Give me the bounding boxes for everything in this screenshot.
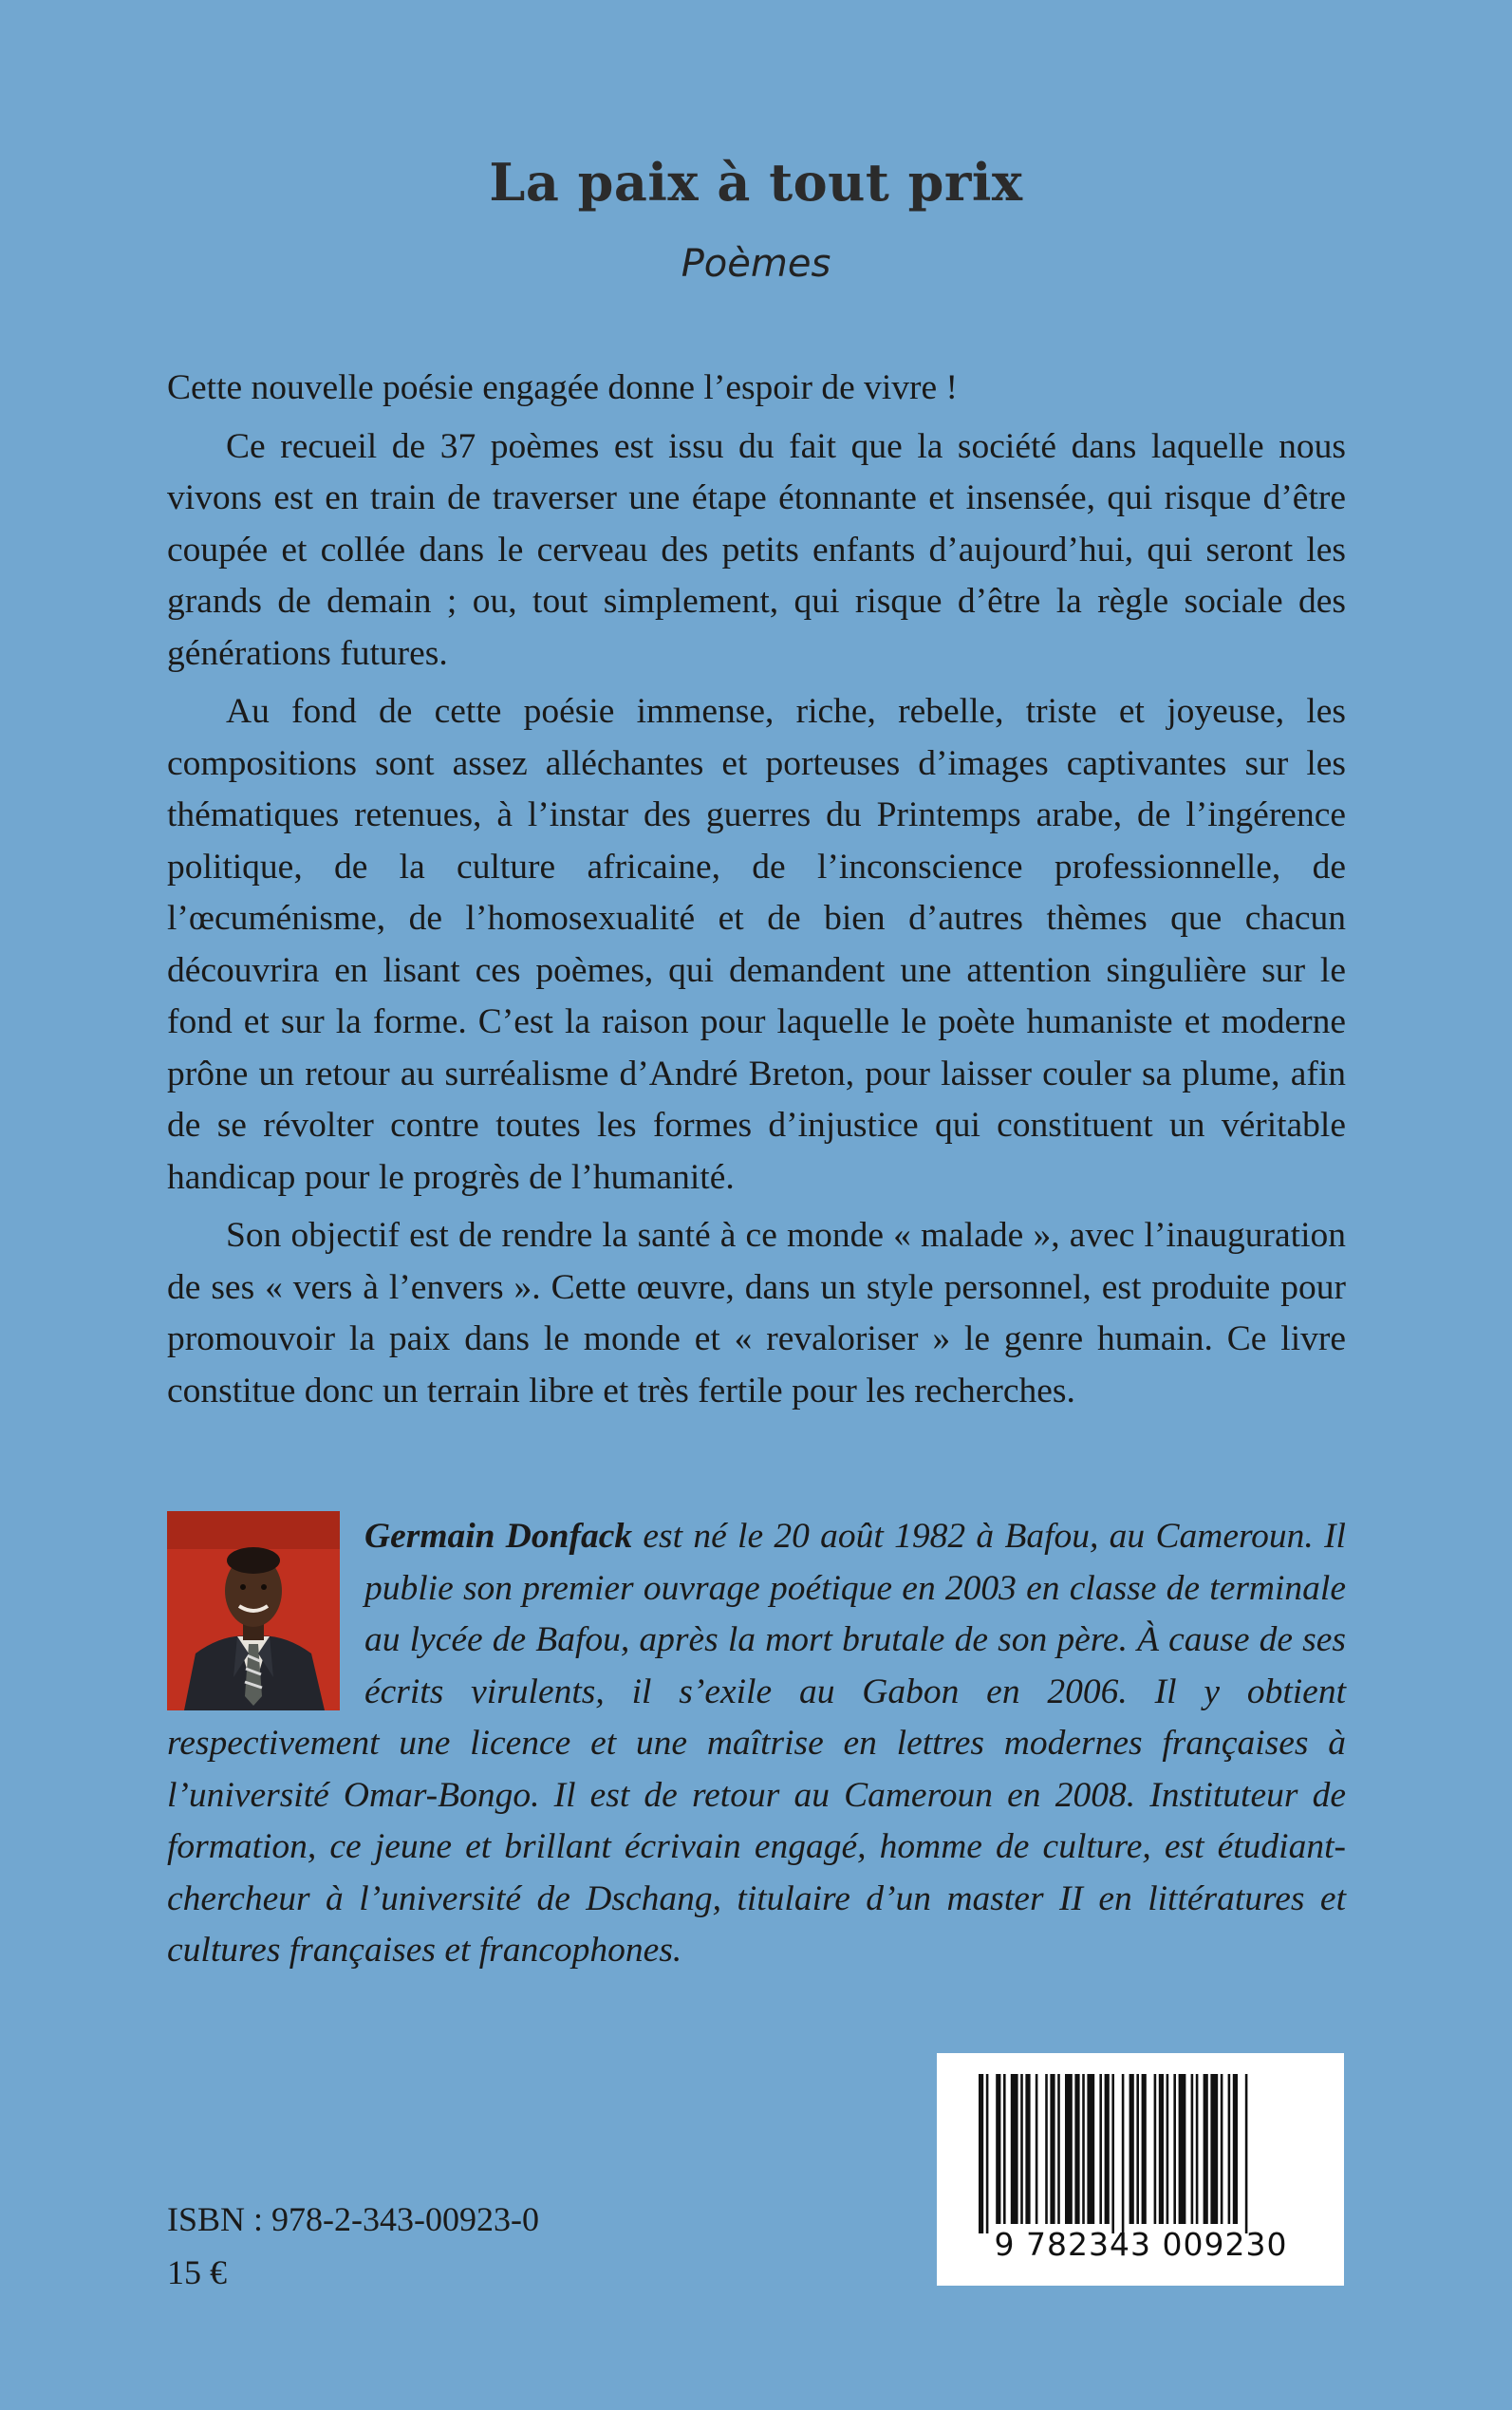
barcode-bar bbox=[1204, 2074, 1208, 2224]
barcode-bar bbox=[1221, 2074, 1223, 2224]
barcode-bar bbox=[979, 2074, 983, 2233]
author-bio bbox=[167, 1511, 1346, 1977]
barcode-bar bbox=[1105, 2074, 1110, 2224]
price: 15 € bbox=[167, 2253, 227, 2291]
barcode-bar bbox=[1099, 2074, 1102, 2224]
barcode-bar bbox=[1159, 2074, 1164, 2224]
barcode-bar bbox=[1074, 2074, 1079, 2224]
synopsis-paragraph: Son objectif est de rendre la santé à ce monde « malade », avec l’inauguration de ses « vers à l’envers ». Cette œuvre, dans un style personnel, est produite pour promouvoir la paix dans le monde et « revaloriser » le genre humain. Ce livre constitue donc un terrain libre et très fertile pour les recherches. bbox=[167, 1216, 1346, 1411]
barcode-bar bbox=[1136, 2074, 1139, 2224]
barcode-bar bbox=[1065, 2074, 1073, 2224]
barcode-bar bbox=[1025, 2074, 1030, 2224]
isbn-number: ISBN : 978-2-343-00923-0 bbox=[167, 2200, 539, 2238]
barcode-bar bbox=[1179, 2074, 1186, 2224]
author-portrait-image bbox=[167, 1511, 340, 1710]
barcode-digits: 9 782343 009230 bbox=[994, 2226, 1288, 2263]
barcode-bar bbox=[1142, 2074, 1147, 2224]
isbn-block bbox=[167, 2193, 539, 2299]
barcode-bar bbox=[1057, 2074, 1060, 2224]
barcode-bar bbox=[1191, 2074, 1194, 2224]
barcode-bar bbox=[1036, 2074, 1038, 2224]
barcode-bar bbox=[1082, 2074, 1085, 2224]
author-photo bbox=[167, 1511, 340, 1710]
barcode-bar bbox=[1154, 2074, 1157, 2224]
barcode-bar bbox=[1196, 2074, 1199, 2224]
author-bio-text: est né le 20 août 1982 à Bafou, au Cameroun. Il publie son premier ouvrage poétique en 2003 en classe de terminale au lycée de Bafou, après la mort brutale de son père. À cause de ses écrits virulents, il s’exile au Gabon en 2006. Il y obtient respectivement une licence et une maîtrise en lettres modernes françaises à l’université Omar-Bongo. Il est de retour au Cameroun en 2008. Instituteur de formation, ce jeune et brillant écrivain engagé, homme de culture, est étudiant-chercheur à l’université de Dschang, titulaire d’un master II en littératures et cultures françaises et francophones. bbox=[167, 1517, 1346, 1970]
barcode-bar bbox=[1245, 2074, 1248, 2233]
barcode-bar bbox=[1111, 2074, 1114, 2233]
barcode-bar bbox=[996, 2074, 1000, 2224]
synopsis bbox=[167, 363, 1346, 1424]
barcode-bar bbox=[986, 2074, 989, 2233]
synopsis-paragraph: Cette nouvelle poésie engagée donne l’espoir de vivre ! bbox=[167, 368, 959, 407]
barcode-bar bbox=[1011, 2074, 1018, 2224]
synopsis-paragraph: Ce recueil de 37 poèmes est issu du fait que la société dans laquelle nous vivons est en train de traverser une étape étonnante et insensée, qui risque d’être coupée et collée dans le cerveau des petits enfants d’aujourd’hui, qui seront les grands de demain ; ou, tout simplement, qui risque d’être la règle sociale des générations futures. bbox=[167, 426, 1346, 673]
barcode-bar bbox=[1122, 2074, 1125, 2233]
barcode-bar bbox=[1228, 2074, 1231, 2224]
barcode-bar bbox=[1087, 2074, 1094, 2224]
barcode-bar bbox=[1003, 2074, 1006, 2224]
author-name: Germain Donfack bbox=[364, 1517, 633, 1556]
barcode-bar bbox=[1173, 2074, 1176, 2224]
barcode-bar bbox=[1045, 2074, 1048, 2224]
book-title: La paix à tout prix bbox=[489, 152, 1023, 213]
synopsis-paragraph: Au fond de cette poésie immense, riche, rebelle, triste et joyeuse, les compositions sont assez alléchantes et porteuses d’images captivantes sur les thématiques retenues, à l’instar des guerres du Printemps arabe, de l’ingérence politique, de la culture africaine, de l’inconscience professionnelle, de l’œcuménisme, de l’homosexualité et de bien d’autres thèmes que chacun découvrira en lisant ces poèmes, qui demandent une attention singulière sur le fond et sur la forme. C’est la raison pour laquelle le poète humaniste et moderne prône un retour au surréalisme d’André Breton, pour laisser couler sa plume, afin de se révolter contre toutes les formes d’injustice qui constituent un véritable handicap pour le progrès de l’humanité. bbox=[167, 692, 1346, 1197]
barcode-bar bbox=[1233, 2074, 1238, 2224]
barcode-bar bbox=[1210, 2074, 1218, 2224]
barcode-bar bbox=[1129, 2074, 1134, 2224]
barcode-bar bbox=[1050, 2074, 1055, 2224]
barcode-bar bbox=[1167, 2074, 1169, 2224]
barcode-bar bbox=[1020, 2074, 1023, 2224]
book-subtitle: Poèmes bbox=[681, 242, 831, 286]
barcode bbox=[937, 2053, 1344, 2286]
